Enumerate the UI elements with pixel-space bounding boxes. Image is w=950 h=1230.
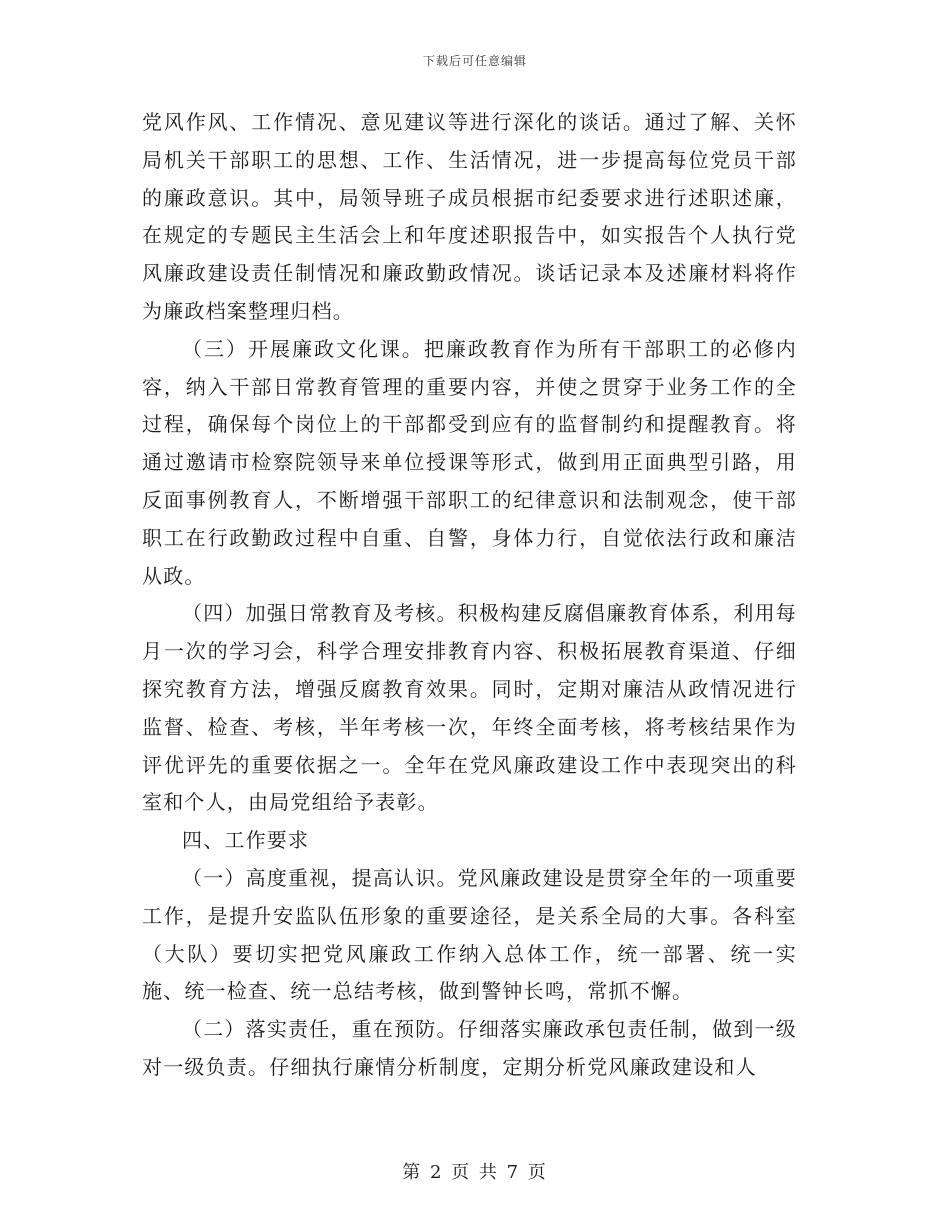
paragraph-requirement-2: （二）落实责任，重在预防。仔细落实廉政承包责任制，做到一级对一级负责。仔细执行廉情分析制度，定期分析党风廉政建设和人 <box>142 1017 797 1079</box>
paragraph-continuation: 党风作风、工作情况、意见建议等进行深化的谈话。通过了解、关怀局机关干部职工的思想、工作、生活情况，进一步提高每位党员干部的廉政意识。其中，局领导班子成员根据市纪委要求进行述职述廉，在规定的专题民主生活会上和年度述职报告中，如实报告个人执行党风廉政建设责任制情况和廉政勤政情况。谈话记录本及述廉材料将作为廉政档案整理归档。 <box>142 110 797 323</box>
paragraph-requirement-1: （一）高度重视，提高认识。党风廉政建设是贯穿全年的一项重要工作，是提升安监队伍形象的重要途径，是关系全局的大事。各科室（大队）要切实把党风廉政工作纳入总体工作，统一部署、统一实施、统一检查、统一总结考核，做到警钟长鸣，常抓不懈。 <box>142 865 797 1004</box>
page-number-footer: 第 2 页 共 7 页 <box>402 1162 548 1183</box>
paragraph-section-4: （四）加强日常教育及考核。积极构建反腐倡廉教育体系，利用每月一次的学习会，科学合理安排教育内容、积极拓展教育渠道、仔细探究教育方法，增强反腐教育效果。同时，定期对廉洁从政情况进行监督、检查、考核，半年考核一次，年终全面考核，将考核结果作为评优评先的重要依据之一。全年在党风廉政建设工作中表现突出的科室和个人，由局党组给予表彰。 <box>142 601 797 815</box>
document-body <box>142 104 797 1087</box>
paragraph-section-3: （三）开展廉政文化课。把廉政教育作为所有干部职工的必修内容，纳入干部日常教育管理的重要内容，并使之贯穿于业务工作的全过程，确保每个岗位上的干部都受到应有的监督制约和提醒教育。将通过邀请市检察院领导来单位授课等形式，做到用正面典型引路，用反面事例教育人，不断增强干部职工的纪律意识和法制观念，使干部职工在行政勤政过程中自重、自警，身体力行，自觉依法行政和廉洁从政。 <box>142 336 797 588</box>
section-heading-work-requirements: 四、工作要求 <box>182 828 310 853</box>
page-header: 下载后可任意编辑 <box>422 54 527 68</box>
